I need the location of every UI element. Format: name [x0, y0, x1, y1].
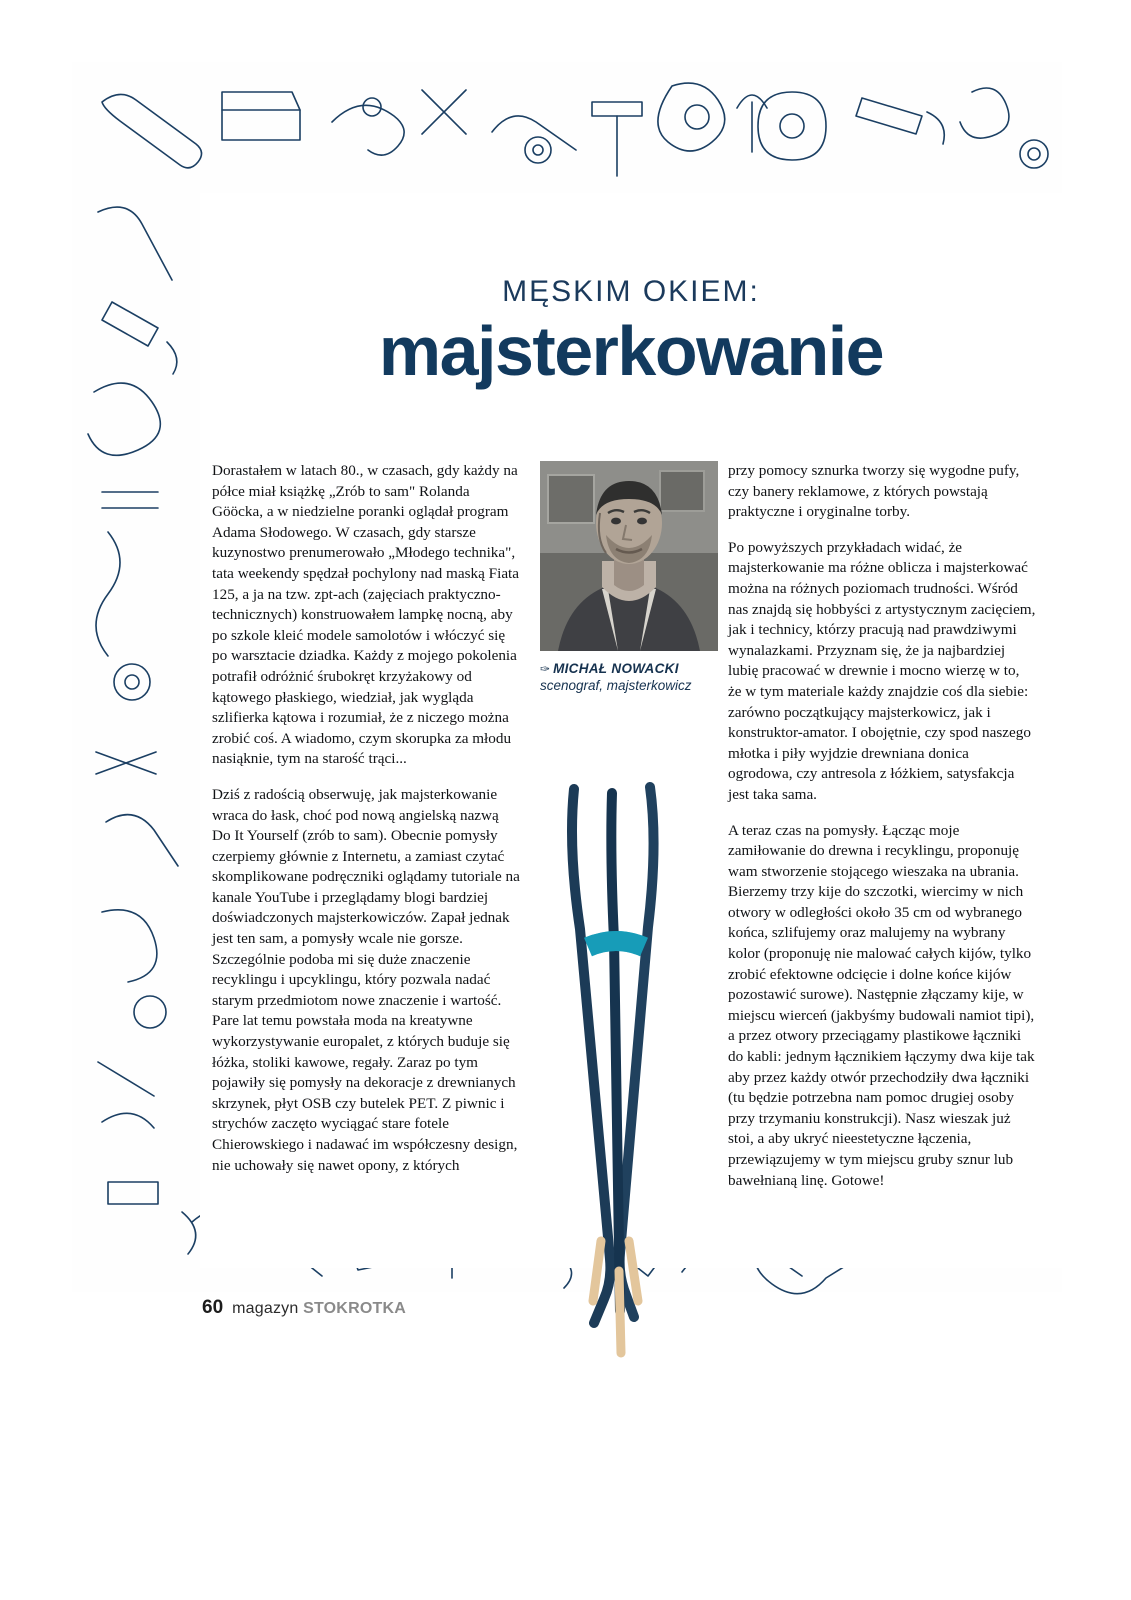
text-column-right	[728, 461, 1036, 1206]
paragraph: Dziś z radością obserwuję, jak majsterkowanie wraca do łask, choć pod nową angielską nazwą Do It Yourself (zrób to sam). Obecnie pomysły czerpiemy głównie z Internetu, a zamiast czytać skomplikowane podręczniki oglądamy tutoriale na kanale YouTube i przeglądamy blogi bardziej doświadczonych majsterkowiczów. Zapał jednak jest ten sam, a pomysły wcale nie gorsze. Szczególnie podoba mi się duże znaczenie recyklingu i upcyklingu, który pozwala nadać starym przedmiotom nowe znaczenie i wartość. Pare lat temu powstała moda na kreatywne wykorzystywanie europalet, z których buduje się łóżka, stoliki kawowe, regały. Zaraz po tym pojawiły się pomysły na dekoracje z drewnianych skrzynek, płyt OSB czy butelek PET. Z piwnic i strychów zaczęto wyciągać stare fotele Chierowskiego i nadawać im współczesny design, nie uchowały się nawet opony, z których	[212, 785, 520, 1174]
author-name: MICHAŁ NOWACKI	[553, 661, 679, 676]
author-role: scenograf, majsterkowicz	[540, 677, 692, 693]
article-card	[200, 193, 1062, 1268]
paragraph: przy pomocy sznurka tworzy się wygodne pufy, czy banery reklamowe, z których powstają praktyczne i oryginalne torby.	[728, 462, 1020, 521]
page-number: 60	[202, 1297, 224, 1318]
article-body	[200, 461, 1062, 1261]
pen-icon: ✑	[540, 662, 551, 676]
text-column-left	[212, 461, 520, 1191]
paragraph: A teraz czas na pomysły. Łącząc moje zamiłowanie do drewna i recyklingu, proponuję wam stworzenie stojącego wieszaka na ubrania. Bierzemy trzy kije do szczotki, wiercimy w nich otwory w odległości około 35 cm od wybranego końca, szlifujemy oraz malujemy na wybrany kolor (proponuję nie malować całych kijów, tylko zrobić efektowne odcięcie i dolne końce kijów pozostawić surowe). Następnie złączamy kije, w miejscu wierceń (jakbyśmy budowali namiot tipi), a przez otwory przeciągamy plastikowe łączniki do kabli: jednym łącznikiem łączymy dwa kije tak aby przez każdy otwór przechodziły dwa łączniki (tu będzie potrzebna nam pomoc drugiej osoby przy trzymaniu konstrukcji). Nasz wieszak już stoi, a aby ukryć nieestetyczne łączenia, przewiązujemy w tym miejscu gruby sznur lub bawełnianą linę. Gotowe!	[728, 821, 1035, 1189]
magazine-brand: STOKROTKA	[303, 1300, 406, 1317]
page-footer	[202, 1297, 702, 1319]
magazine-spread	[72, 62, 1062, 1318]
paragraph: Po powyższych przykładach widać, że majsterkowanie ma różne oblicza i majsterkować można na różnych poziomach trudności. Wśród nas znajdą się hobbyści z artystycznym zacięciem, jak i technicy, którzy pracują nad prawdziwymi wynalazkami. Przyznam się, że ja najbardziej lubię pracować w drewnie i mocno wierzę w to, że w tym materiale każdy znajdzie coś dla siebie: zarówno początkujący majsterkowicz, jak i konstruktor-amator. I obojętnie, czy spod naszego młotka i piły wyjdzie drewniana donica ogrodowa, czy antresola z łóżkiem, satysfakcja jest taka sama.	[728, 538, 1036, 803]
article-kicker: MĘSKIM OKIEM:	[502, 275, 760, 308]
magazine-prefix: magazyn	[232, 1300, 304, 1317]
page-title: majsterkowanie	[378, 312, 884, 390]
magazine-name	[232, 1300, 406, 1318]
paragraph: Dorastałem w latach 80., w czasach, gdy każdy na półce miał książkę „Zrób to sam" Rolanda Gööcka, a w niedzielne poranki oglądał program Adama Słodowego. W czasach, gdy starsze kuzynostwo prenumerowało „Młodego technika", tata weekendy spędzał pochylony nad maską Fiata 125, a ja na tzw. zpt-ach (zajęciach praktyczno-technicznych) konstruowałem lampkę nocną, aby po szkole kleić modele samolotów i włóczyć się po warsztacie dziadka. Każdy z mojego pokolenia potrafił odróżnić śrubokręt krzyżakowy od kątowego płaskiego, wiedział, jak wygląda szlifierka kątowa i rozumiał, że z niczego można zrobić coś. A wiadomo, czym skorupka za młodu nasiąknie, tym na starość trąci...	[212, 462, 520, 768]
